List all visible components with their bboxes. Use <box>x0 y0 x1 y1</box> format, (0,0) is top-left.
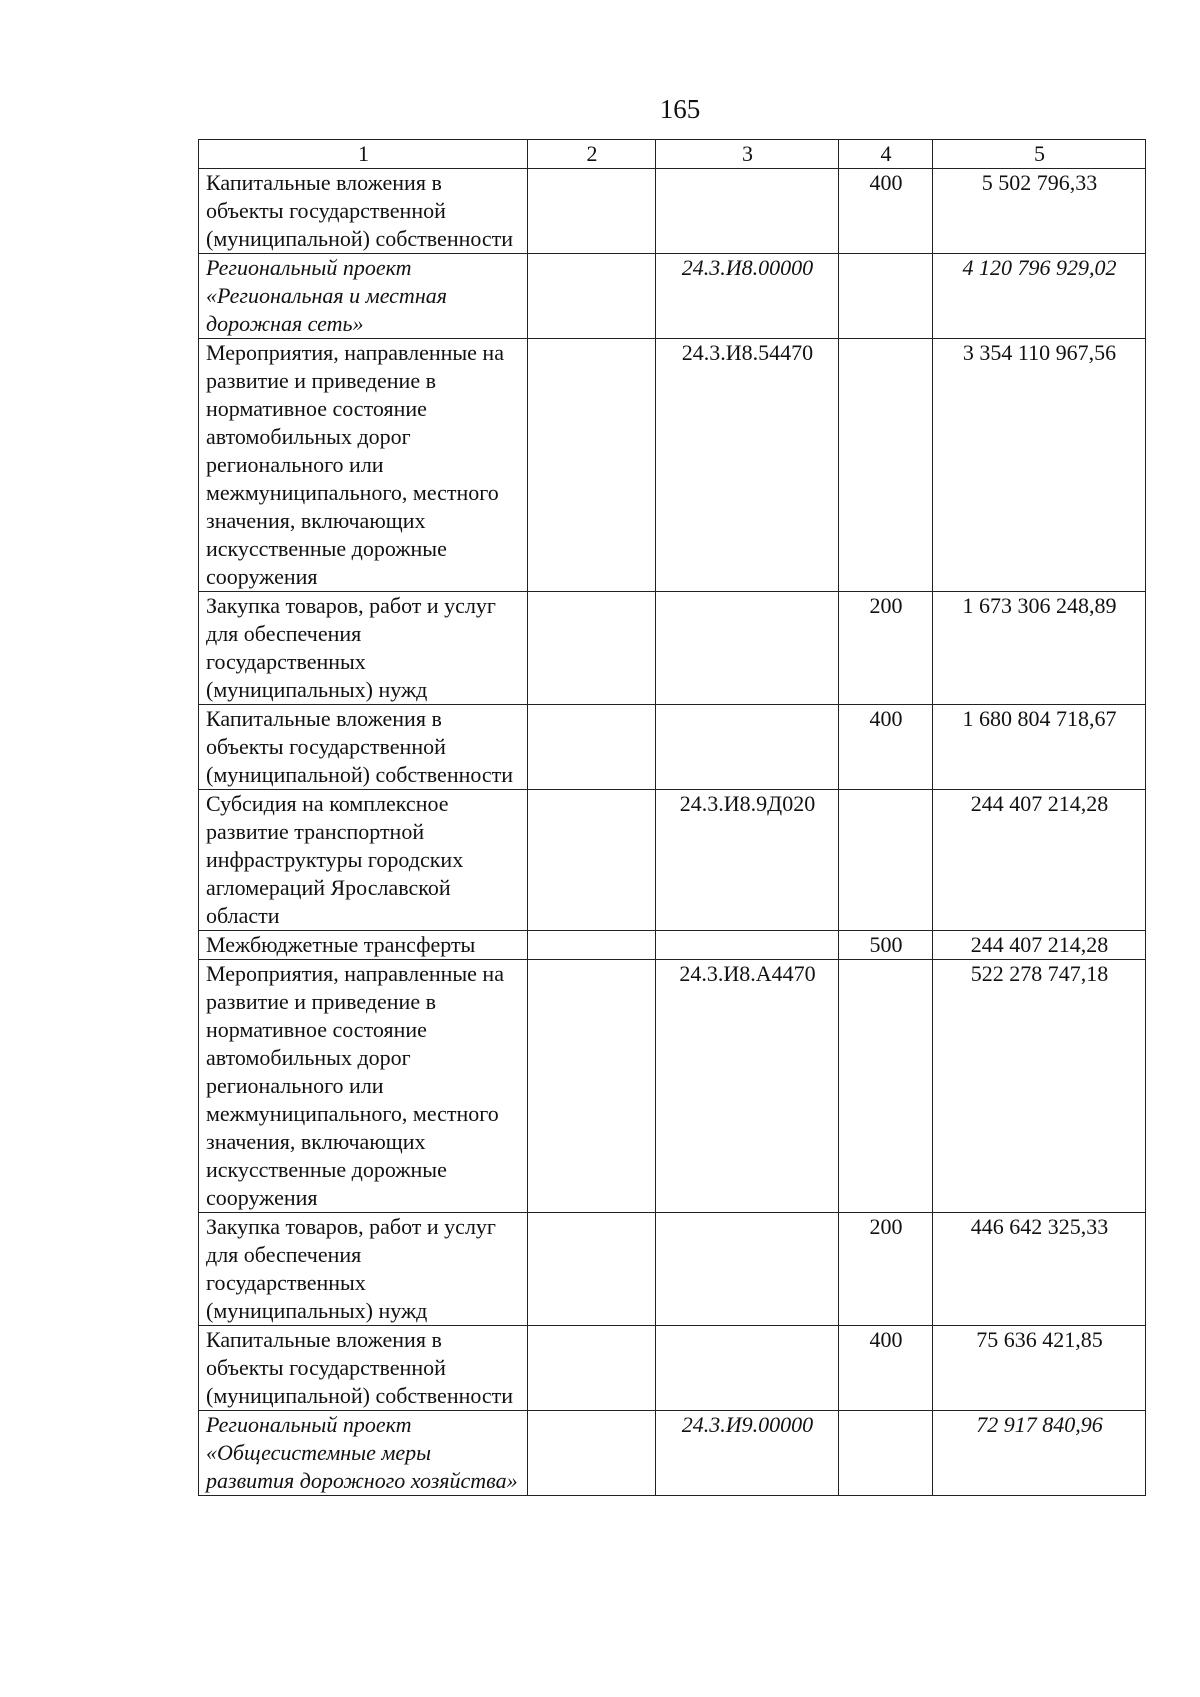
table-row <box>199 254 1146 339</box>
row-col2 <box>528 1411 656 1496</box>
table-row <box>199 705 1146 790</box>
column-header: 4 <box>839 140 933 169</box>
row-col2 <box>528 705 656 790</box>
row-code: 24.3.И8.А4470 <box>656 960 839 1213</box>
row-type <box>839 254 933 339</box>
budget-table <box>198 139 1146 1496</box>
table-row <box>199 1411 1146 1496</box>
row-col2 <box>528 790 656 931</box>
row-type: 200 <box>839 592 933 705</box>
row-type: 400 <box>839 1326 933 1411</box>
table-row <box>199 1213 1146 1326</box>
row-type: 500 <box>839 931 933 960</box>
row-name: Капитальные вложения в объекты государственной (муниципальной) собственности <box>199 169 528 254</box>
row-type <box>839 960 933 1213</box>
row-col2 <box>528 592 656 705</box>
row-col2 <box>528 1213 656 1326</box>
row-name: Мероприятия, направленные на развитие и приведение в нормативное состояние автомобильных дорог регионального или межмуниципального, местного значения, включающих искусственные дорожные сооружения <box>199 339 528 592</box>
page-number: 165 <box>659 94 701 124</box>
row-type <box>839 1411 933 1496</box>
row-name: Капитальные вложения в объекты государственной (муниципальной) собственности <box>199 705 528 790</box>
row-col2 <box>528 960 656 1213</box>
row-name: Капитальные вложения в объекты государственной (муниципальной) собственности <box>199 1326 528 1411</box>
row-col2 <box>528 254 656 339</box>
column-header: 2 <box>528 140 656 169</box>
row-name: Закупка товаров, работ и услуг для обеспечения государственных (муниципальных) нужд <box>199 1213 528 1326</box>
row-name: Закупка товаров, работ и услуг для обеспечения государственных (муниципальных) нужд <box>199 592 528 705</box>
row-col2 <box>528 339 656 592</box>
table-row <box>199 1326 1146 1411</box>
row-type: 400 <box>839 169 933 254</box>
row-type: 400 <box>839 705 933 790</box>
row-type: 200 <box>839 1213 933 1326</box>
row-code <box>656 705 839 790</box>
row-code <box>656 592 839 705</box>
row-col2 <box>528 169 656 254</box>
row-amount: 4 120 796 929,02 <box>933 254 1146 339</box>
row-name: Региональный проект «Общесистемные меры развития дорожного хозяйства» <box>199 1411 528 1496</box>
row-amount: 72 917 840,96 <box>933 1411 1146 1496</box>
row-amount: 446 642 325,33 <box>933 1213 1146 1326</box>
row-code: 24.3.И8.00000 <box>656 254 839 339</box>
row-name: Межбюджетные трансферты <box>199 931 528 960</box>
table-row <box>199 339 1146 592</box>
table-row <box>199 592 1146 705</box>
row-amount: 244 407 214,28 <box>933 931 1146 960</box>
column-header: 5 <box>933 140 1146 169</box>
column-header: 1 <box>199 140 528 169</box>
row-code <box>656 169 839 254</box>
row-amount: 1 680 804 718,67 <box>933 705 1146 790</box>
row-name: Субсидия на комплексное развитие транспортной инфраструктуры городских агломераций Ярославской области <box>199 790 528 931</box>
row-code <box>656 1326 839 1411</box>
row-code: 24.3.И8.54470 <box>656 339 839 592</box>
row-amount: 522 278 747,18 <box>933 960 1146 1213</box>
row-amount: 3 354 110 967,56 <box>933 339 1146 592</box>
row-type <box>839 339 933 592</box>
table-row <box>199 960 1146 1213</box>
row-code <box>656 931 839 960</box>
row-code: 24.3.И8.9Д020 <box>656 790 839 931</box>
table-row <box>199 169 1146 254</box>
row-col2 <box>528 931 656 960</box>
row-amount: 5 502 796,33 <box>933 169 1146 254</box>
row-code: 24.3.И9.00000 <box>656 1411 839 1496</box>
table-row <box>199 790 1146 931</box>
table-row <box>199 931 1146 960</box>
row-code <box>656 1213 839 1326</box>
header-row <box>199 140 1146 169</box>
row-amount: 1 673 306 248,89 <box>933 592 1146 705</box>
row-name: Мероприятия, направленные на развитие и приведение в нормативное состояние автомобильных дорог регионального или межмуниципального, местного значения, включающих искусственные дорожные сооружения <box>199 960 528 1213</box>
row-name: Региональный проект «Региональная и местная дорожная сеть» <box>199 254 528 339</box>
row-col2 <box>528 1326 656 1411</box>
row-type <box>839 790 933 931</box>
column-header: 3 <box>656 140 839 169</box>
row-amount: 75 636 421,85 <box>933 1326 1146 1411</box>
row-amount: 244 407 214,28 <box>933 790 1146 931</box>
